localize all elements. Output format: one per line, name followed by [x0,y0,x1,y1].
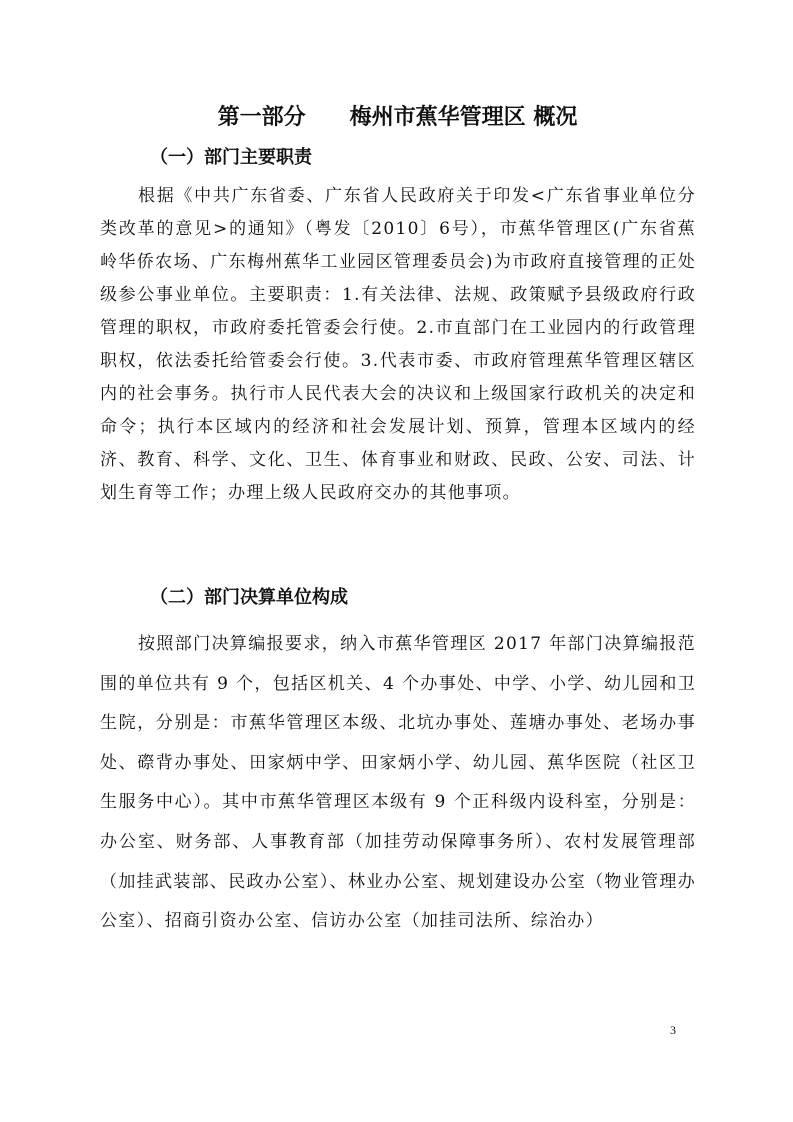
section-heading-units: （二）部门决算单位构成 [150,587,348,608]
page-title: 第一部分 梅州市蕉华管理区 概况 [217,105,578,130]
section-heading-duties: （一）部门主要职责 [150,147,312,168]
section-body-duties: 根据《中共广东省委、广东省人民政府关于印发<广东省事业单位分类改革的意见>的通知》（粤发〔2010〕6号），市蕉华管理区(广东省蕉岭华侨农场、广东梅州蕉华工业园区管理委员会)为市政府直接管理的正处级参公事业单位。主要职责：1.有关法律、法规、政策赋予县级政府行政管理的职权，市政府委托管委会行使。2.市直部门在工业园内的行政管理职权，依法委托给管委会行使。3.代表市委、市政府管理蕉华管理区辖区内的社会事务。执行市人民代表大会的决议和上级国家行政机关的决定和命令；执行本区域内的经济和社会发展计划、预算，管理本区域内的经济、教育、科学、文化、卫生、体育事业和财政、民政、公安、司法、计划生育等工作；办理上级人民政府交办的其他事项。 [100,186,696,503]
page-number: 3 [670,1023,676,1037]
section-body-units: 按照部门决算编报要求，纳入市蕉华管理区 2017 年部门决算编报范围的单位共有 9 个，包括区机关、4 个办事处、中学、小学、幼儿园和卫生院，分别是：市蕉华管理区本级、北坑办事处、莲塘办事处、老场办事处、磜背办事处、田家炳中学、田家炳小学、幼儿园、蕉华医院（社区卫生服务中心）。其中市蕉华管理区本级有 9 个正科级内设科室，分别是：办公室、财务部、人事教育部（加挂劳动保障事务所）、农村发展管理部（加挂武装部、民政办公室）、林业办公室、规划建设办公室（物业管理办公室）、招商引资办公室、信访办公室（加挂司法所、综治办） [100,634,696,932]
